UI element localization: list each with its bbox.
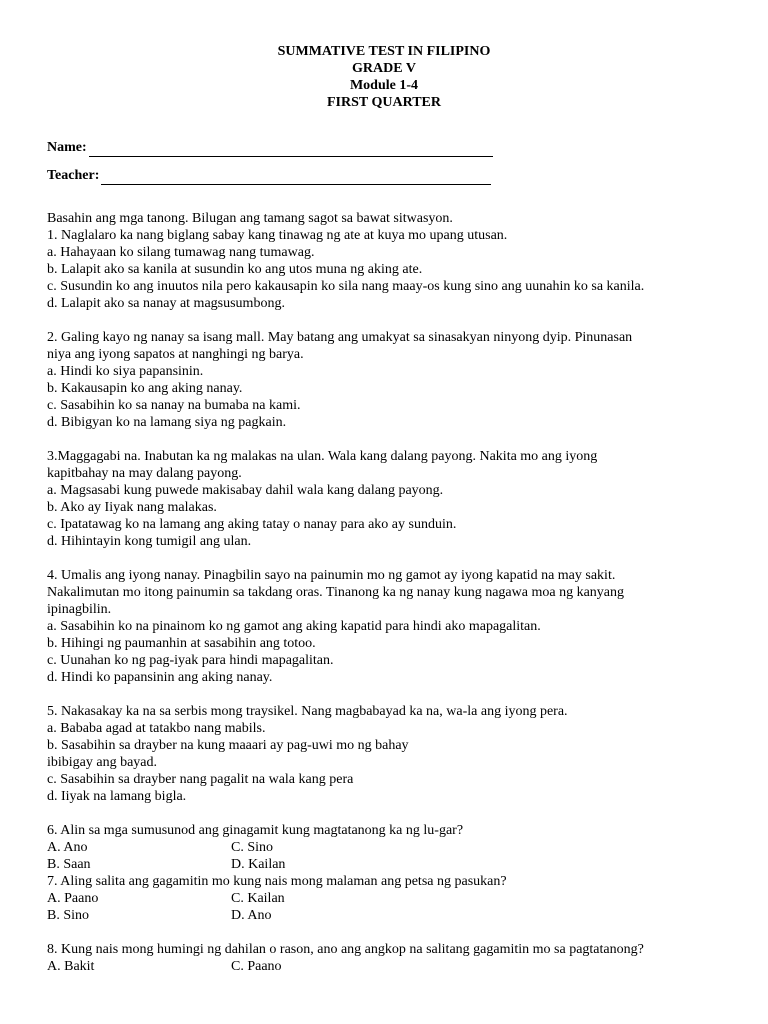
question-text-cont: Nakalimutan mo itong painumin sa takdang oras. Tinanong ka ng nanay kung nagawa moa ng kanyang xyxy=(47,585,625,600)
instructions: Basahin ang mga tanong. Bilugan ang tamang sagot sa bawat sitwasyon. xyxy=(47,211,453,226)
choice-a: A. Bakit xyxy=(47,959,95,974)
choice-a: a. Hindi ko siya papansinin. xyxy=(47,364,204,379)
spacer xyxy=(47,550,747,567)
name-label: Name: xyxy=(47,140,87,155)
choice-c: C. Paano xyxy=(231,959,282,974)
spacer xyxy=(47,805,747,822)
choice-d: d. Lalapit ako sa nanay at magsusumbong. xyxy=(47,296,285,311)
question-2 xyxy=(47,329,747,431)
spacer xyxy=(47,924,747,941)
teacher-field xyxy=(47,167,491,185)
choice-c: C. Sino xyxy=(231,840,274,855)
choice-d: d. Iiyak na lamang bigla. xyxy=(47,789,187,804)
question-text: 8. Kung nais mong humingi ng dahilan o rason, ano ang angkop na salitang gagamitin mo sa pagtatanong? xyxy=(47,942,644,957)
choice-b: b. Sasabihin sa drayber na kung maaari ay pag-uwi mo ng bahay xyxy=(47,738,409,753)
choice-d: d. Bibigyan ko na lamang siya ng pagkain. xyxy=(47,415,287,430)
name-field xyxy=(47,139,493,157)
question-7 xyxy=(47,873,747,924)
choice-b: B. Saan xyxy=(47,857,91,872)
spacer xyxy=(47,312,747,329)
question-text: 3.Maggagabi na. Inabutan ka ng malakas na ulan. Wala kang dalang payong. Nakita mo ang iyong xyxy=(47,449,598,464)
grade-label: GRADE V xyxy=(352,61,416,76)
choice-row xyxy=(47,856,747,873)
question-5 xyxy=(47,703,747,805)
question-text: 6. Alin sa mga sumusunod ang ginagamit kung magtatanong ka ng lu-gar? xyxy=(47,823,464,838)
name-blank[interactable] xyxy=(89,143,493,157)
question-4 xyxy=(47,567,747,686)
question-text-cont: ipinagbilin. xyxy=(47,602,112,617)
choice-row xyxy=(47,958,747,975)
question-8 xyxy=(47,941,747,975)
question-text: 1. Naglalaro ka nang biglang sabay kang tinawag ng ate at kuya mo upang utusan. xyxy=(47,228,508,243)
choice-c: C. Kailan xyxy=(231,891,285,906)
question-3 xyxy=(47,448,747,550)
question-text: 4. Umalis ang iyong nanay. Pinagbilin sayo na painumin mo ng gamot ay iyong kapatid na may sakit. xyxy=(47,568,616,583)
spacer xyxy=(47,431,747,448)
test-body xyxy=(47,210,747,975)
question-text: 5. Nakasakay ka na sa serbis mong traysikel. Nang magbabayad ka na, wa-la ang iyong pera. xyxy=(47,704,568,719)
choice-a: a. Sasabihin ko na pinainom ko ng gamot ang aking kapatid para hindi ako mapagalitan. xyxy=(47,619,541,634)
choice-d: D. Ano xyxy=(231,908,272,923)
choice-c: c. Susundin ko ang inuutos nila pero kakausapin ko sila nang maay-os kung sino ang uunahin ko sa kanila. xyxy=(47,279,645,294)
module-label: Module 1-4 xyxy=(349,78,419,93)
choice-row xyxy=(47,890,747,907)
choice-b: b. Hihingi ng paumanhin at sasabihin ang totoo. xyxy=(47,636,316,651)
choice-d: d. Hihintayin kong tumigil ang ulan. xyxy=(47,534,252,549)
choice-c: c. Sasabihin sa drayber nang pagalit na wala kang pera xyxy=(47,772,354,787)
choice-b: b. Kakausapin ko ang aking nanay. xyxy=(47,381,243,396)
spacer xyxy=(47,686,747,703)
quarter-label: FIRST QUARTER xyxy=(327,95,441,110)
question-text: 7. Aling salita ang gagamitin mo kung nais mong malaman ang petsa ng pasukan? xyxy=(47,874,507,889)
choice-d: D. Kailan xyxy=(231,857,286,872)
choice-a: a. Bababa agad at tatakbo nang mabils. xyxy=(47,721,266,736)
document-header xyxy=(0,43,768,111)
choice-b: b. Ako ay Iiyak nang malakas. xyxy=(47,500,217,515)
question-6 xyxy=(47,822,747,873)
question-text: 2. Galing kayo ng nanay sa isang mall. May batang ang umakyat sa sinasakyan ninyong dyip. Pinunasan xyxy=(47,330,633,345)
teacher-label: Teacher: xyxy=(47,168,100,183)
choice-row xyxy=(47,839,747,856)
choice-a: A. Ano xyxy=(47,840,88,855)
choice-a: a. Hahayaan ko silang tumawag nang tumawag. xyxy=(47,245,315,260)
choice-a: a. Magsasabi kung puwede makisabay dahil wala kang dalang payong. xyxy=(47,483,444,498)
teacher-blank[interactable] xyxy=(101,171,491,185)
choice-c: c. Sasabihin ko sa nanay na bumaba na kami. xyxy=(47,398,301,413)
question-text-cont: kapitbahay na may dalang payong. xyxy=(47,466,242,481)
choice-b-cont: ibibigay ang bayad. xyxy=(47,755,158,770)
choice-c: c. Ipatatawag ko na lamang ang aking tatay o nanay para ako ay sunduin. xyxy=(47,517,457,532)
choice-row xyxy=(47,907,747,924)
choice-b: B. Sino xyxy=(47,908,90,923)
choice-c: c. Uunahan ko ng pag-iyak para hindi mapagalitan. xyxy=(47,653,334,668)
document-title: SUMMATIVE TEST IN FILIPINO xyxy=(277,44,491,59)
question-text-cont: niya ang iyong sapatos at nanghingi ng barya. xyxy=(47,347,304,362)
choice-b: b. Lalapit ako sa kanila at susundin ko ang utos muna ng aking ate. xyxy=(47,262,423,277)
question-1 xyxy=(47,227,747,312)
choice-d: d. Hindi ko papansinin ang aking nanay. xyxy=(47,670,273,685)
choice-a: A. Paano xyxy=(47,891,99,906)
